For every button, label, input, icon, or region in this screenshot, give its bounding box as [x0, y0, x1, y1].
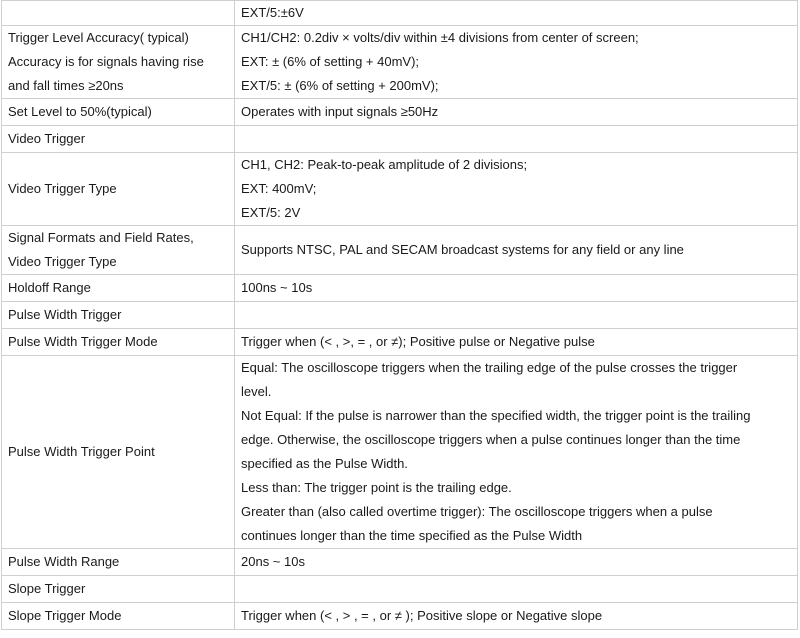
table-row [2, 302, 798, 329]
spec-label-line: Pulse Width Trigger Mode [8, 334, 158, 349]
spec-label-line: Set Level to 50%(typical) [8, 104, 152, 119]
spec-label-line: Pulse Width Range [8, 554, 120, 569]
spec-value-cell [235, 302, 798, 329]
table-row [2, 26, 798, 99]
spec-label-cell [2, 302, 235, 329]
spec-label-line: Accuracy is for signals having rise [8, 54, 204, 69]
spec-value-line: CH1/CH2: 0.2div × volts/div within ±4 divisions from center of screen; [241, 30, 639, 45]
spec-value-cell [235, 356, 798, 549]
spec-value-cell [235, 99, 798, 126]
spec-value-cell [235, 126, 798, 153]
spec-label-line: Pulse Width Trigger [8, 307, 122, 322]
spec-label-line: Video Trigger [8, 131, 86, 146]
specifications-table [1, 0, 798, 630]
spec-label-cell [2, 576, 235, 603]
spec-label-line: Slope Trigger Mode [8, 608, 122, 623]
spec-label-line: Holdoff Range [8, 280, 91, 295]
spec-label-cell [2, 549, 235, 576]
spec-value-line: level. [241, 384, 272, 399]
spec-label-cell [2, 603, 235, 630]
spec-label-cell [2, 356, 235, 549]
table-row [2, 549, 798, 576]
table-row [2, 603, 798, 630]
table-row [2, 329, 798, 356]
spec-value-line: Not Equal: If the pulse is narrower than the specified width, the trigger point is the trailing [241, 408, 751, 423]
spec-label-line: Video Trigger Type [8, 181, 117, 196]
spec-value-line: EXT/5: 2V [241, 205, 301, 220]
spec-value-line: EXT: ± (6% of setting + 40mV); [241, 54, 420, 69]
spec-value-cell [235, 1, 798, 26]
spec-value-line: Greater than (also called overtime trigger): The oscilloscope triggers when a pulse [241, 504, 713, 519]
spec-value-line: Equal: The oscilloscope triggers when the trailing edge of the pulse crosses the trigger [241, 360, 738, 375]
spec-value-line: edge. Otherwise, the oscilloscope triggers when a pulse continues longer than the time [241, 432, 741, 447]
spec-value-line: EXT/5: ± (6% of setting + 200mV); [241, 78, 439, 93]
spec-value-line: Trigger when (< , > , = , or ≠ ); Positive slope or Negative slope [241, 608, 603, 623]
spec-label-cell [2, 153, 235, 226]
spec-value-cell [235, 226, 798, 275]
spec-value-cell [235, 275, 798, 302]
spec-label-line: Slope Trigger [8, 581, 86, 596]
spec-label-cell [2, 126, 235, 153]
spec-value-cell [235, 603, 798, 630]
spec-label-cell [2, 329, 235, 356]
spec-value-line: EXT: 400mV; [241, 181, 317, 196]
spec-label-line: and fall times ≥20ns [8, 78, 124, 93]
spec-value-line: continues longer than the time specified as the Pulse Width [241, 528, 583, 543]
spec-label-line: Video Trigger Type [8, 254, 117, 269]
spec-value-cell [235, 549, 798, 576]
spec-label-cell [2, 275, 235, 302]
spec-value-line: Supports NTSC, PAL and SECAM broadcast systems for any field or any line [241, 242, 684, 257]
spec-label-cell [2, 99, 235, 126]
table-row [2, 356, 798, 549]
spec-value-cell [235, 153, 798, 226]
table-row [2, 226, 798, 275]
spec-value-line: Trigger when (< , >, = , or ≠); Positive pulse or Negative pulse [241, 334, 595, 349]
spec-label-line: Signal Formats and Field Rates, [8, 230, 194, 245]
spec-value-cell [235, 26, 798, 99]
spec-value-cell [235, 329, 798, 356]
spec-label-line: Trigger Level Accuracy( typical) [8, 30, 189, 45]
spec-value-line: Less than: The trigger point is the trailing edge. [241, 480, 512, 495]
table-row [2, 153, 798, 226]
spec-value-line: Operates with input signals ≥50Hz [241, 104, 439, 119]
spec-value-line: CH1, CH2: Peak-to-peak amplitude of 2 divisions; [241, 157, 528, 172]
table-row [2, 126, 798, 153]
table-row [2, 576, 798, 603]
table-row [2, 99, 798, 126]
spec-value-cell [235, 576, 798, 603]
spec-value-line: EXT/5:±6V [241, 5, 304, 20]
spec-label-cell [2, 1, 235, 26]
table-row [2, 275, 798, 302]
spec-label-cell [2, 26, 235, 99]
table-row [2, 1, 798, 26]
spec-value-line: specified as the Pulse Width. [241, 456, 408, 471]
spec-label-cell [2, 226, 235, 275]
spec-value-line: 20ns ~ 10s [241, 554, 305, 569]
spec-value-line: 100ns ~ 10s [241, 280, 313, 295]
spec-label-line: Pulse Width Trigger Point [8, 444, 155, 459]
